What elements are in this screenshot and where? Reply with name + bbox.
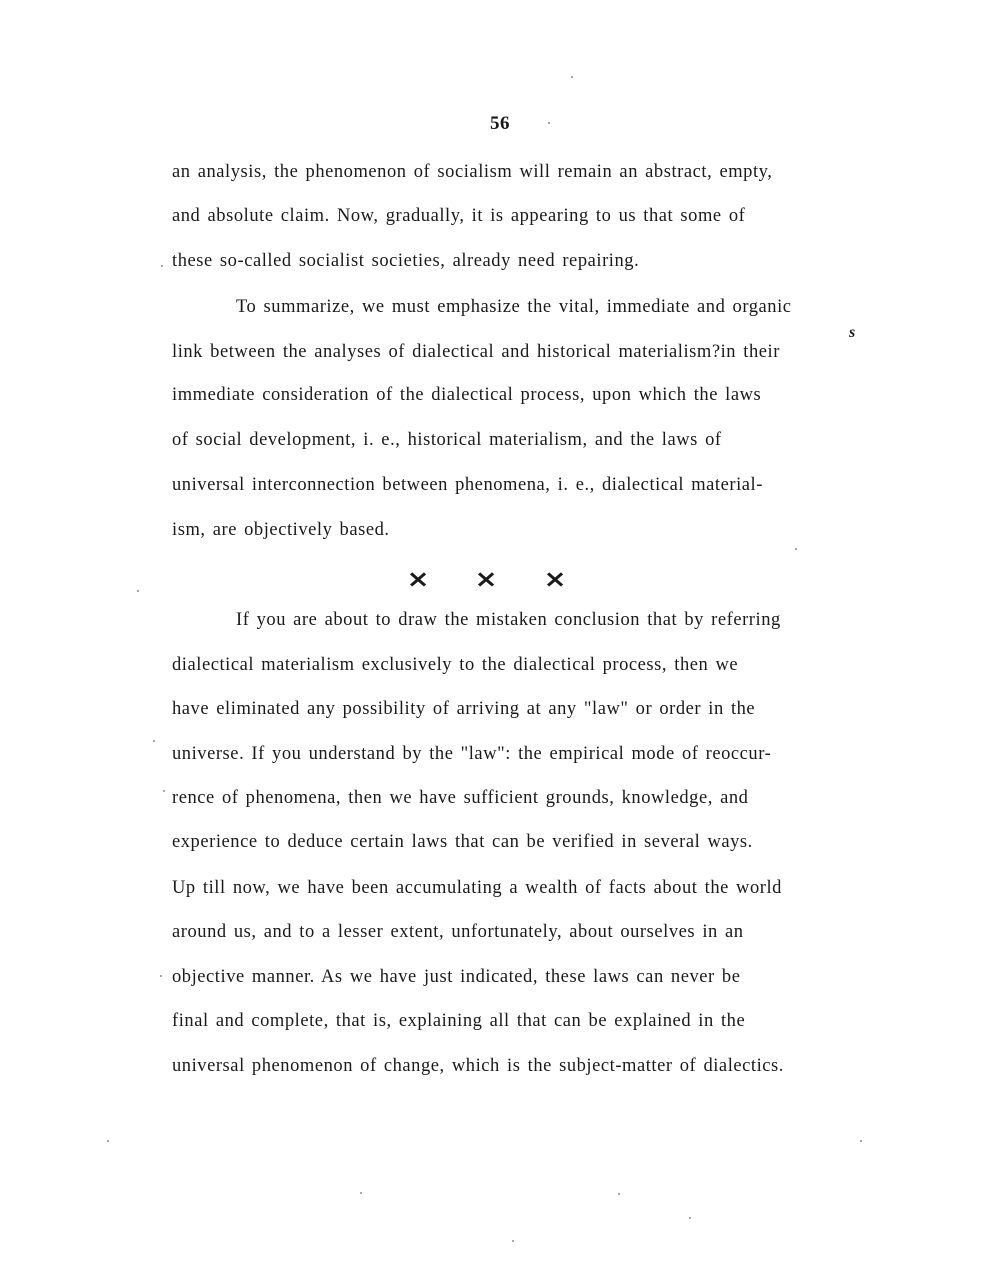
paragraph-3-line-2: dialectical materialism exclusively to the dialectical process, then we xyxy=(172,655,739,675)
scan-speck xyxy=(571,76,573,78)
paragraph-2-line-4: of social development, i. e., historical materialism, and the laws of xyxy=(172,430,722,450)
paragraph-3-line-3: have eliminated any possibility of arriving at any "law" or order in the xyxy=(172,699,756,719)
scan-speck xyxy=(689,1217,691,1219)
paragraph-2-line-1: To summarize, we must emphasize the vital, immediate and organic xyxy=(236,297,792,317)
paragraph-2-line-6: ism, are objectively based. xyxy=(172,520,390,540)
paragraph-1-line-1: an analysis, the phenomenon of socialism will remain an abstract, empty, xyxy=(172,162,773,182)
paragraph-1-line-2: and absolute claim. Now, gradually, it is appearing to us that some of xyxy=(172,206,746,226)
paragraph-3-line-10: final and complete, that is, explaining all that can be explained in the xyxy=(172,1011,746,1031)
separator-mark-1: × xyxy=(406,565,430,593)
scan-speck xyxy=(618,1193,620,1195)
scan-speck xyxy=(160,975,162,977)
separator-mark-2: × xyxy=(474,565,498,593)
handwritten-annotation: s xyxy=(849,324,856,341)
scan-speck xyxy=(153,740,155,742)
paragraph-2-line-5: universal interconnection between phenomena, i. e., dialectical material- xyxy=(172,475,763,495)
paragraph-3-line-11: universal phenomenon of change, which is the subject-matter of dialectics. xyxy=(172,1056,784,1076)
scan-speck xyxy=(360,1192,362,1194)
scan-speck xyxy=(107,1140,109,1142)
scan-speck xyxy=(163,790,165,792)
paragraph-3-line-4: universe. If you understand by the "law": the empirical mode of reoccur- xyxy=(172,744,772,764)
paragraph-1-line-3: these so-called socialist societies, already need repairing. xyxy=(172,251,640,271)
paragraph-2-line-2: link between the analyses of dialectical and historical materialism?in their xyxy=(172,342,780,362)
scan-speck xyxy=(161,265,163,267)
scan-speck xyxy=(548,122,550,124)
paragraph-3-line-8: around us, and to a lesser extent, unfortunately, about ourselves in an xyxy=(172,922,744,942)
paragraph-3-line-5: rence of phenomena, then we have sufficient grounds, knowledge, and xyxy=(172,788,749,808)
scan-speck xyxy=(795,548,797,550)
paragraph-3-line-7: Up till now, we have been accumulating a wealth of facts about the world xyxy=(172,878,782,898)
paragraph-3-line-1: If you are about to draw the mistaken conclusion that by referring xyxy=(236,610,781,630)
paragraph-3-line-6: experience to deduce certain laws that can be verified in several ways. xyxy=(172,832,753,852)
scan-speck xyxy=(860,1140,862,1142)
paragraph-3-line-9: objective manner. As we have just indicated, these laws can never be xyxy=(172,967,741,987)
paragraph-2-line-3: immediate consideration of the dialectical process, upon which the laws xyxy=(172,385,762,405)
scan-speck xyxy=(512,1240,514,1242)
page-number: 56 xyxy=(490,113,510,134)
scan-speck xyxy=(137,590,139,592)
separator-mark-3: × xyxy=(543,565,567,593)
